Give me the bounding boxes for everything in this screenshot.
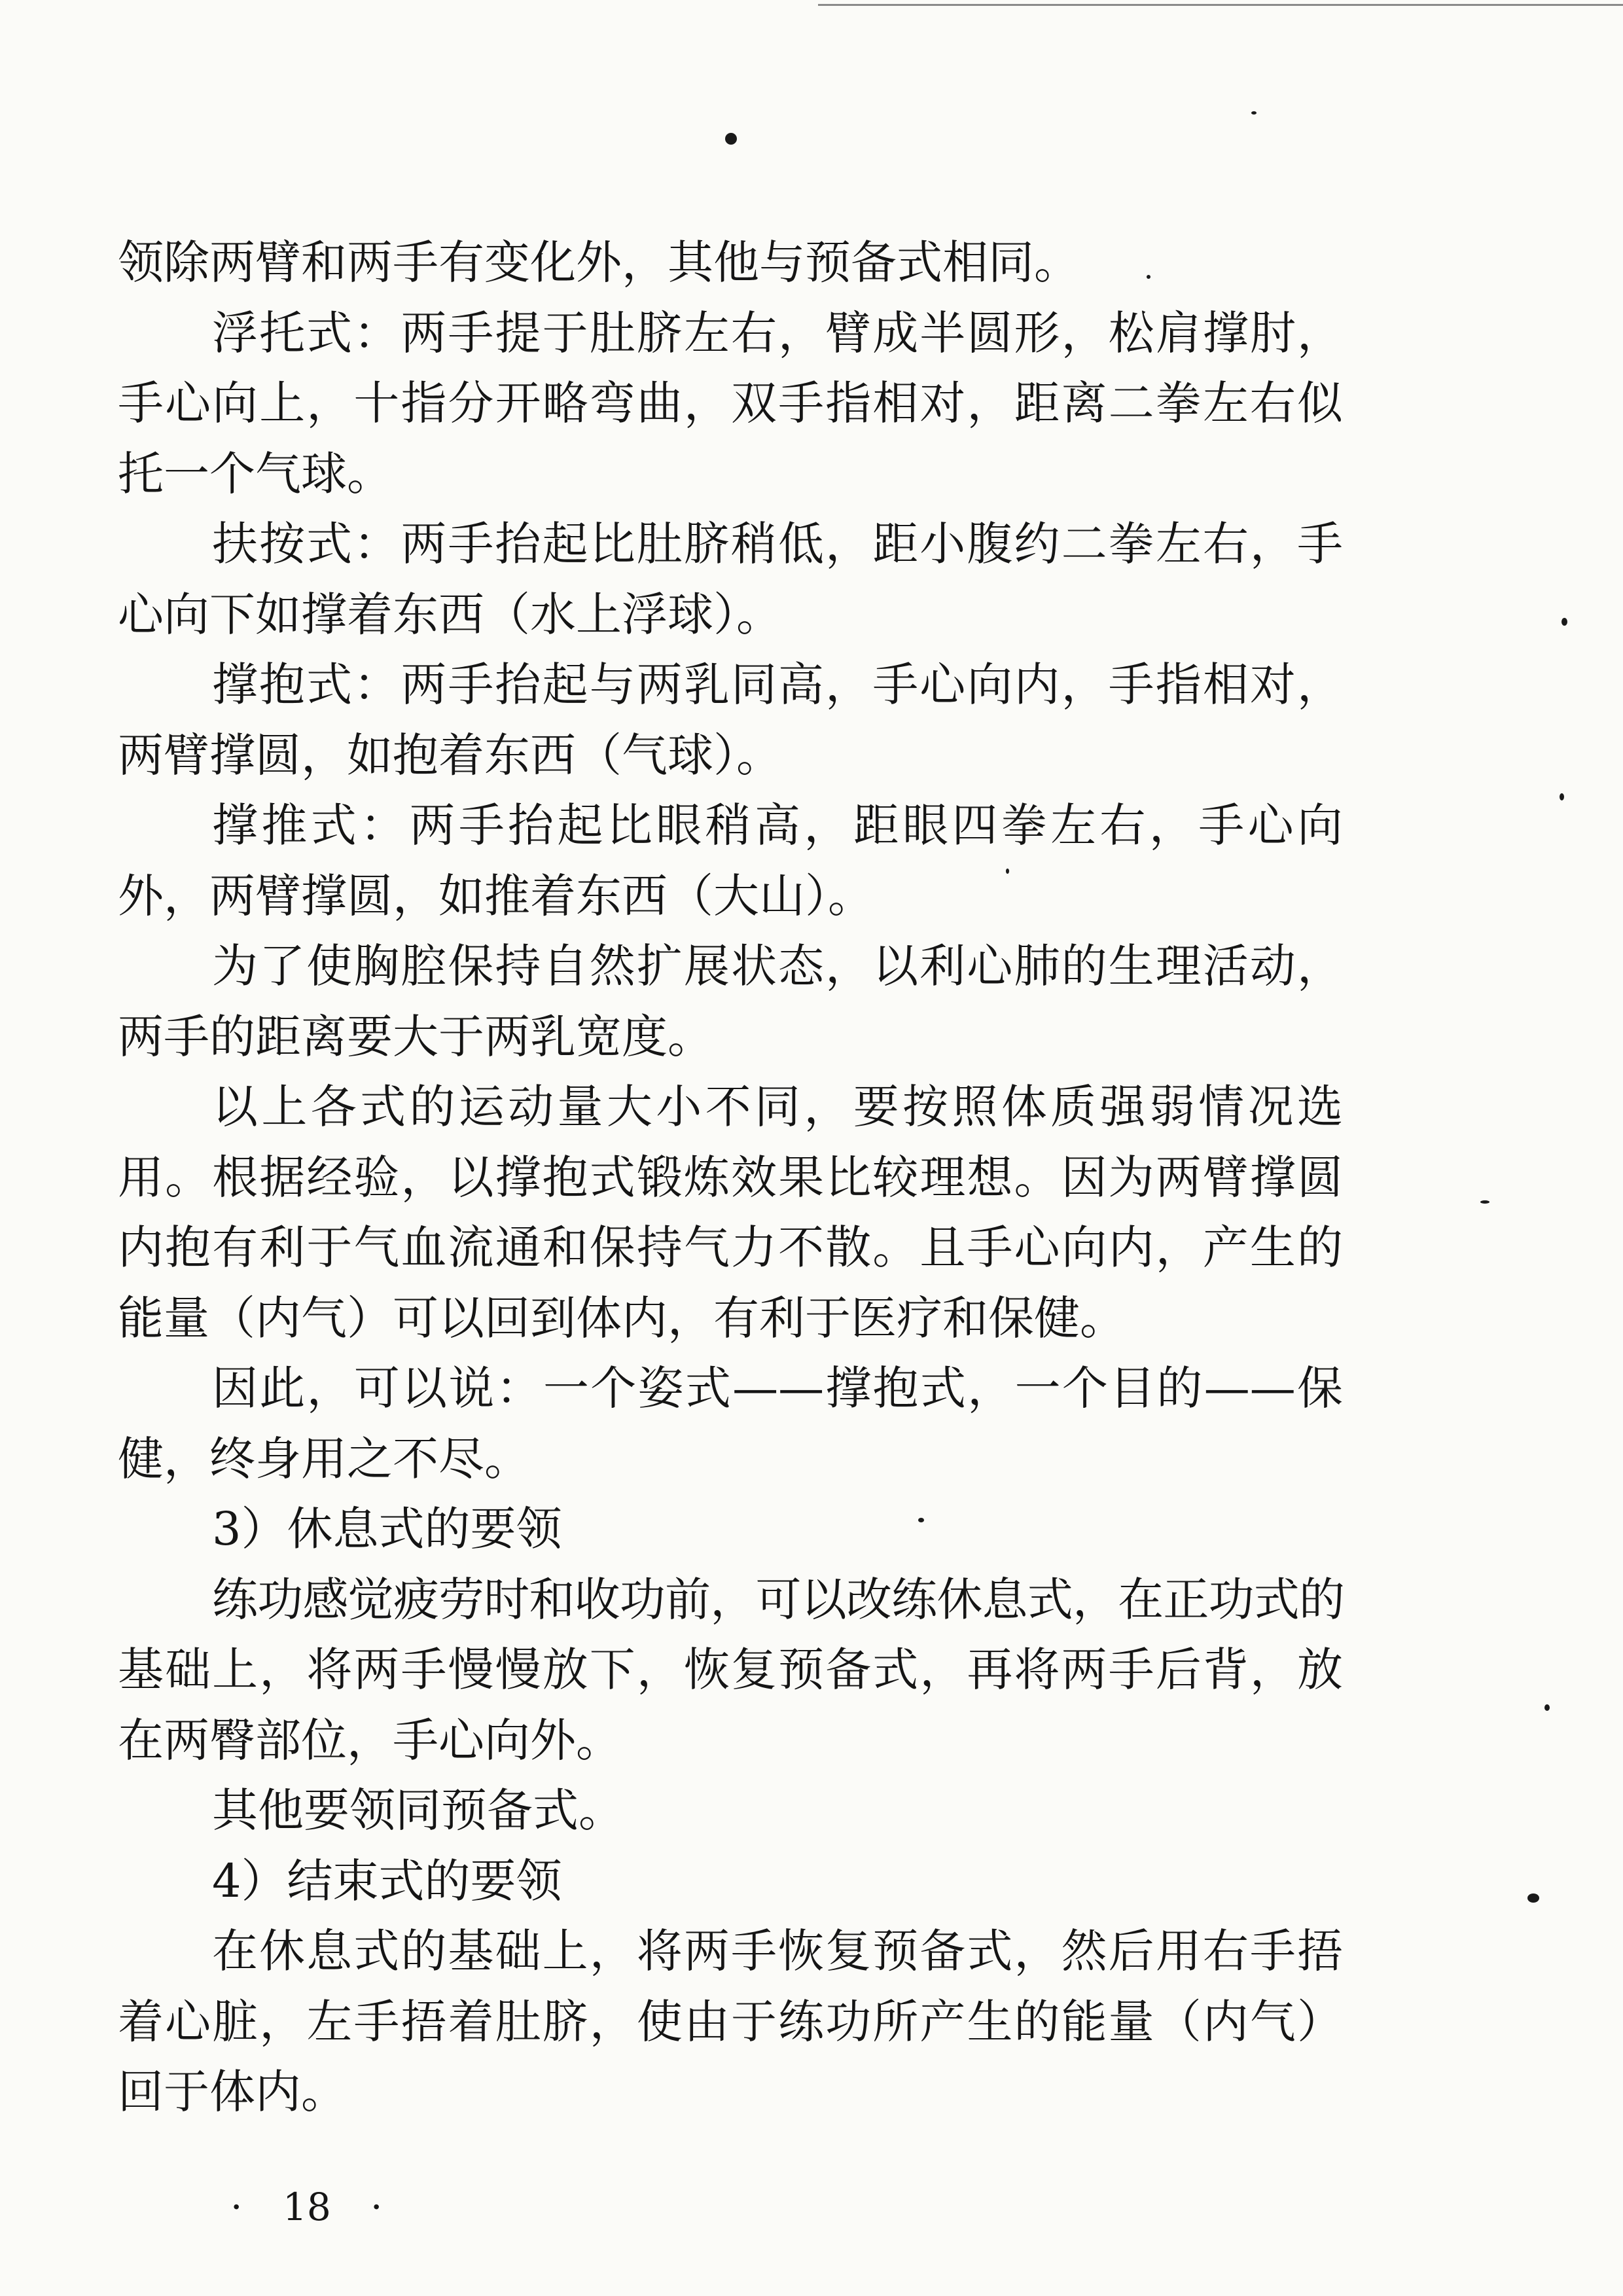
footer-left-mark: · bbox=[230, 2185, 243, 2229]
text-line: 手心向上，十指分开略弯曲，双手指相对，距离二拳左右似 bbox=[118, 376, 1343, 430]
scan-speck bbox=[1480, 1200, 1489, 1204]
scan-speck bbox=[1544, 1704, 1550, 1711]
text-line: 为了使胸腔保持自然扩展状态，以利心肺的生理活动， bbox=[212, 939, 1343, 993]
text-line: 扶按式：两手抬起比肚脐稍低，距小腹约二拳左右，手 bbox=[212, 517, 1343, 571]
text-line: 撑抱式：两手抬起与两乳同高，手心向内，手指相对， bbox=[212, 658, 1343, 711]
text-line: 回于体内。 bbox=[118, 2065, 347, 2119]
scan-speck bbox=[725, 133, 737, 145]
text-line: 在两臀部位，手心向外。 bbox=[118, 1713, 622, 1767]
section-heading: 4）结束式的要领 bbox=[212, 1854, 562, 1908]
page-footer bbox=[0, 2174, 1623, 2240]
text-line: 外，两臂撑圆，如推着东西（大山）。 bbox=[118, 869, 874, 923]
text-line: 两臂撑圆，如抱着东西（气球）。 bbox=[118, 728, 782, 782]
scan-page-edge bbox=[818, 4, 1623, 6]
scan-speck bbox=[1561, 618, 1567, 626]
section-heading: 3）休息式的要领 bbox=[212, 1502, 562, 1556]
text-line: 托一个气球。 bbox=[118, 446, 393, 501]
text-line: 因此，可以说：一个姿式——撑抱式，一个目的——保 bbox=[212, 1361, 1343, 1415]
text-line: 练功感觉疲劳时和收功前，可以改练休息式，在正功式的 bbox=[212, 1572, 1343, 1626]
text-line: 内抱有利于气血流通和保持气力不散。且手心向内，产生的 bbox=[118, 1221, 1343, 1274]
page-number: 18 bbox=[283, 2185, 331, 2229]
text-line: 浮托式：两手提于肚脐左右，臂成半圆形，松肩撑肘， bbox=[212, 306, 1343, 360]
text-line: 基础上，将两手慢慢放下，恢复预备式，再将两手后背，放 bbox=[118, 1643, 1343, 1696]
text-line: 健，终身用之不尽。 bbox=[118, 1431, 530, 1486]
text-line: 以上各式的运动量大小不同，要按照体质强弱情况选 bbox=[212, 1080, 1343, 1134]
text-line: 心向下如撑着东西（水上浮球）。 bbox=[118, 587, 782, 641]
text-line: 着心脏，左手捂着肚脐，使由于练功所产生的能量（内气） bbox=[118, 1994, 1343, 2049]
scan-speck bbox=[1251, 111, 1257, 115]
text-line: 其他要领同预备式。 bbox=[212, 1784, 624, 1837]
scan-speck bbox=[1527, 1893, 1539, 1903]
body-text bbox=[118, 228, 1343, 2128]
scan-speck bbox=[1560, 793, 1564, 800]
text-line: 能量（内气）可以回到体内，有利于医疗和保健。 bbox=[118, 1291, 1126, 1345]
footer-right-mark: · bbox=[370, 2185, 383, 2229]
text-line: 领除两臂和两手有变化外，其他与预备式相同。 bbox=[118, 236, 1080, 289]
text-line: 用。根据经验，以撑抱式锻炼效果比较理想。因为两臂撑圆 bbox=[118, 1150, 1343, 1204]
text-line: 在休息式的基础上，将两手恢复预备式，然后用右手捂 bbox=[212, 1924, 1343, 1978]
text-line: 撑推式：两手抬起比眼稍高，距眼四拳左右，手心向 bbox=[212, 798, 1343, 852]
text-line: 两手的距离要大于两乳宽度。 bbox=[118, 1009, 713, 1064]
